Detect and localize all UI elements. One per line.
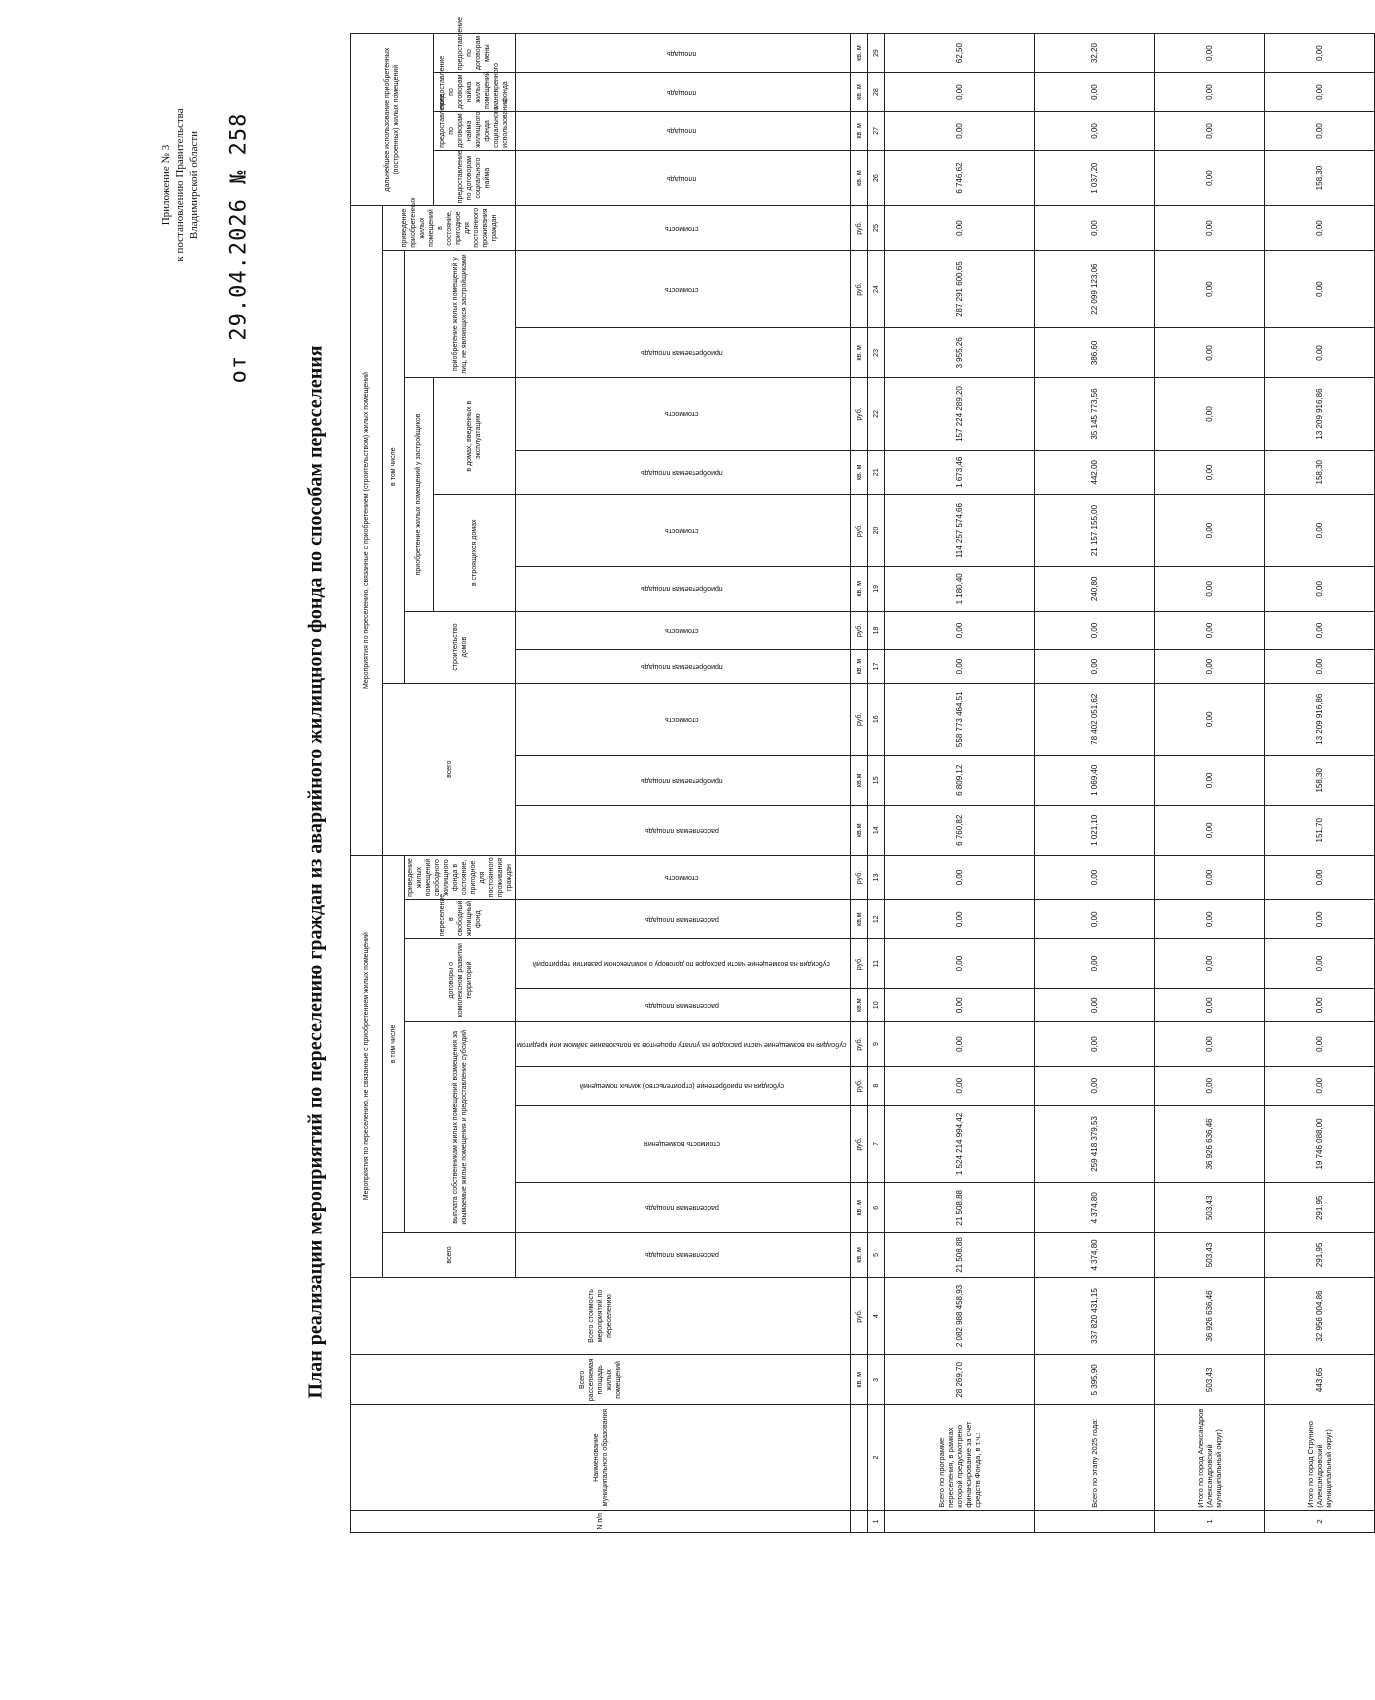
- value-cell: 0,00: [1035, 855, 1155, 900]
- header-group-acquisition: Мероприятия по переселению, связанные с приобретением (строительством) жилых помещений: [351, 206, 383, 855]
- value-cell: 36 926 636,46: [1155, 1277, 1265, 1355]
- unit-cell: руб.: [851, 378, 868, 450]
- value-cell: 0,00: [1155, 378, 1265, 450]
- value-cell: 558 773 464,51: [885, 683, 1035, 755]
- value-cell: 4 374,80: [1035, 1233, 1155, 1277]
- row-number-cell: 2: [1265, 1510, 1375, 1532]
- unit-cell: руб.: [851, 494, 868, 566]
- column-number-cell: 7: [868, 1105, 885, 1183]
- value-cell: 21 508,88: [885, 1183, 1035, 1233]
- value-cell: 0,00: [1035, 112, 1155, 151]
- column-number-cell: 29: [868, 34, 885, 73]
- header-vsego: всего: [383, 1233, 516, 1277]
- value-cell: 0,00: [1035, 989, 1155, 1022]
- value-cell: 287 291 600,65: [885, 250, 1035, 328]
- unit-cell: кв. м: [851, 650, 868, 683]
- value-cell: 0,00: [1155, 855, 1265, 900]
- unit-cell: руб.: [851, 1105, 868, 1183]
- unit-cell: кв. м: [851, 1355, 868, 1405]
- table-container: [350, 17, 1334, 1533]
- column-number-cell: 20: [868, 494, 885, 566]
- value-cell: 0,00: [885, 73, 1035, 112]
- value-cell: 0,00: [1155, 450, 1265, 494]
- leaf-header: стоимость: [516, 855, 851, 900]
- row-number-cell: [1035, 1510, 1155, 1532]
- column-number-cell: 13: [868, 855, 885, 900]
- value-cell: 0,00: [1265, 494, 1375, 566]
- column-number-cell: 5: [868, 1233, 885, 1277]
- value-cell: 32,20: [1035, 34, 1155, 73]
- unit-cell: кв. м: [851, 1233, 868, 1277]
- value-cell: 386,60: [1035, 328, 1155, 378]
- unit-cell: кв. м: [851, 73, 868, 112]
- value-cell: 0,00: [1155, 755, 1265, 805]
- column-number-cell: 21: [868, 450, 885, 494]
- column-number-cell: 4: [868, 1277, 885, 1355]
- value-cell: 0,00: [1155, 112, 1265, 151]
- column-number-cell: 1: [868, 1510, 885, 1532]
- unit-cell: кв.м: [851, 900, 868, 939]
- unit-cell: руб.: [851, 1277, 868, 1355]
- value-cell: 0,00: [1155, 650, 1265, 683]
- unit-cell: кв.м: [851, 989, 868, 1022]
- table-row: [1265, 34, 1375, 1533]
- value-cell: 28 269,70: [885, 1355, 1035, 1405]
- rotated-table: [350, 17, 1334, 1533]
- decree-stamp: от 29.04.2026 № 258: [226, 112, 252, 384]
- column-number-cell: 12: [868, 900, 885, 939]
- header-total-area: Всего расселяемая площадь жилых помещений: [351, 1355, 851, 1405]
- column-numbers-row: [868, 34, 885, 1533]
- value-cell: 259 418 379,53: [1035, 1105, 1155, 1183]
- value-cell: 158,30: [1265, 755, 1375, 805]
- value-cell: 503,43: [1155, 1233, 1265, 1277]
- units-row: [851, 34, 868, 1533]
- value-cell: 6 809,12: [885, 755, 1035, 805]
- value-cell: 78 402 051,62: [1035, 683, 1155, 755]
- value-cell: 0,00: [885, 650, 1035, 683]
- unit-cell: кв. м: [851, 328, 868, 378]
- header-in-commissioned: в домах, введенных в эксплуатацию: [433, 378, 515, 495]
- value-cell: 0,00: [1265, 611, 1375, 650]
- header-vtomchisle: в том числе: [383, 855, 405, 1233]
- unit-cell: кв. м: [851, 567, 868, 611]
- value-cell: 240,80: [1035, 567, 1155, 611]
- value-cell: 0,00: [1155, 805, 1265, 855]
- value-cell: 6 760,82: [885, 805, 1035, 855]
- document-title: План реализации мероприятий по переселению граждан из аварийного жилищного фонда по способам переселения: [304, 345, 327, 1399]
- leaf-header: приобретаемая площадь: [516, 567, 851, 611]
- header-vsego-acq: всего: [383, 683, 516, 855]
- leaf-header: расселяемая площадь: [516, 1233, 851, 1277]
- attachment-line: к постановлению Правительства: [174, 108, 186, 262]
- value-cell: 0,00: [1155, 150, 1265, 206]
- header-mena: предоставление по договорам мены: [433, 34, 515, 73]
- column-number-cell: 16: [868, 683, 885, 755]
- unit-cell: [851, 1510, 868, 1532]
- value-cell: 0,00: [885, 1066, 1035, 1105]
- value-cell: 0,00: [1035, 73, 1155, 112]
- value-cell: 0,00: [885, 1022, 1035, 1066]
- value-cell: 0,00: [1155, 206, 1265, 250]
- value-cell: 4 374,80: [1035, 1183, 1155, 1233]
- header-maneuver: предоставление по договорам найма жилых помещений маневренного фонда: [433, 73, 515, 112]
- header-bring-state: приведение жилых помещений свободного жилищного фонда в состояние, пригодное для постоянного проживания граждан: [405, 855, 516, 900]
- column-number-cell: 23: [868, 328, 885, 378]
- value-cell: 22 099 123,06: [1035, 250, 1155, 328]
- value-cell: 62,50: [885, 34, 1035, 73]
- value-cell: 0,00: [1155, 250, 1265, 328]
- header-npp: N п/п: [351, 1510, 851, 1532]
- column-number-cell: 18: [868, 611, 885, 650]
- value-cell: 503,43: [1155, 1183, 1265, 1233]
- value-cell: 3 955,26: [885, 328, 1035, 378]
- unit-cell: кв. м: [851, 450, 868, 494]
- attachment-line: Владимирской области: [188, 130, 200, 240]
- value-cell: 158,30: [1265, 150, 1375, 206]
- leaf-header: площадь: [516, 34, 851, 73]
- unit-cell: руб.: [851, 683, 868, 755]
- value-cell: 35 145 773,56: [1035, 378, 1155, 450]
- header-total-cost: Всего стоимость мероприятий по переселению: [351, 1277, 851, 1355]
- value-cell: 158,30: [1265, 450, 1375, 494]
- value-cell: 13 209 916,86: [1265, 378, 1375, 450]
- leaf-header: субсидия на возмещение части расходов на уплату процентов за пользование займом или кредитом: [516, 1022, 851, 1066]
- value-cell: 21 157 155,00: [1035, 494, 1155, 566]
- column-number-cell: 15: [868, 755, 885, 805]
- value-cell: 0,00: [1155, 34, 1265, 73]
- column-number-cell: 3: [868, 1355, 885, 1405]
- header-bringing-living: приведение приобретенных жилых помещений в состояние, пригодное для постоянного проживания граждан: [383, 206, 516, 250]
- header-municipality: Наименование муниципального образования: [351, 1405, 851, 1510]
- value-cell: 32 956 004,86: [1265, 1277, 1375, 1355]
- column-number-cell: 14: [868, 805, 885, 855]
- value-cell: 0,00: [1035, 939, 1155, 989]
- column-number-cell: 26: [868, 150, 885, 206]
- value-cell: 1 069,40: [1035, 755, 1155, 805]
- header-vtomchisle-acq: в том числе: [383, 250, 405, 683]
- leaf-header: площадь: [516, 73, 851, 112]
- leaf-header: расселяемая площадь: [516, 805, 851, 855]
- value-cell: 0,00: [1265, 1066, 1375, 1105]
- value-cell: 0,00: [1155, 567, 1265, 611]
- header-kompl: договоры о комплексном развитии территорий: [405, 939, 516, 1022]
- leaf-header: стоимость: [516, 250, 851, 328]
- column-number-cell: 8: [868, 1066, 885, 1105]
- value-cell: 0,00: [1155, 328, 1265, 378]
- value-cell: 0,00: [885, 989, 1035, 1022]
- value-cell: 0,00: [1265, 34, 1375, 73]
- value-cell: 291,95: [1265, 1233, 1375, 1277]
- header-acquire-nonbuilders: приобретение жилых помещений у лиц, не являющихся застройщиками: [405, 250, 516, 378]
- unit-cell: кв.м: [851, 755, 868, 805]
- column-number-cell: 9: [868, 1022, 885, 1066]
- value-cell: 0,00: [1155, 1022, 1265, 1066]
- leaf-header: расселяемая площадь: [516, 989, 851, 1022]
- value-cell: 0,00: [1265, 206, 1375, 250]
- value-cell: 0,00: [1155, 900, 1265, 939]
- value-cell: 1 037,20: [1035, 150, 1155, 206]
- value-cell: 443,65: [1265, 1355, 1375, 1405]
- value-cell: 0,00: [1265, 989, 1375, 1022]
- value-cell: 0,00: [1035, 900, 1155, 939]
- header-resettle-free: переселение в свободный жилищный фонд: [405, 900, 516, 939]
- value-cell: 0,00: [1035, 650, 1155, 683]
- value-cell: 0,00: [1265, 73, 1375, 112]
- value-cell: 0,00: [1035, 206, 1155, 250]
- value-cell: 19 746 088,00: [1265, 1105, 1375, 1183]
- table-row: [885, 34, 1035, 1533]
- value-cell: 0,00: [1035, 1066, 1155, 1105]
- resettlement-plan-table: [350, 17, 1375, 1533]
- unit-cell: [851, 1405, 868, 1510]
- leaf-header: площадь: [516, 150, 851, 206]
- column-number-cell: 2: [868, 1405, 885, 1510]
- value-cell: 157 224 289,20: [885, 378, 1035, 450]
- header-payout: выплата собственникам жилых помещений возмещения за изымаемые жилые помещения и предоставление субсидий: [405, 1022, 516, 1233]
- value-cell: 0,00: [885, 855, 1035, 900]
- value-cell: 0,00: [1035, 1022, 1155, 1066]
- value-cell: 0,00: [1265, 855, 1375, 900]
- column-number-cell: 28: [868, 73, 885, 112]
- table-body: [885, 34, 1375, 1533]
- leaf-header: расселяемая площадь: [516, 900, 851, 939]
- unit-cell: руб.: [851, 250, 868, 328]
- header-social: предоставление по договорам социального найма: [433, 150, 515, 206]
- value-cell: 0,00: [1265, 939, 1375, 989]
- value-cell: 2 082 988 458,93: [885, 1277, 1035, 1355]
- unit-cell: руб.: [851, 939, 868, 989]
- header-special-fund: предоставление по договорам найма жилищного фонда социального использования: [433, 112, 515, 151]
- value-cell: 0,00: [1155, 989, 1265, 1022]
- unit-cell: кв. м: [851, 34, 868, 73]
- leaf-header: приобретаемая площадь: [516, 755, 851, 805]
- value-cell: 0,00: [885, 112, 1035, 151]
- table-row: [1035, 34, 1155, 1533]
- column-number-cell: 10: [868, 989, 885, 1022]
- attachment-line: Приложение № 3: [160, 144, 172, 226]
- leaf-header: стоимость: [516, 378, 851, 450]
- header-build: строительство домов: [405, 611, 516, 683]
- header-group-not-acquisition: Мероприятия по переселению, не связанные с приобретением жилых помещений: [351, 855, 383, 1277]
- value-cell: 0,00: [885, 611, 1035, 650]
- value-cell: 0,00: [1155, 73, 1265, 112]
- value-cell: 1 673,46: [885, 450, 1035, 494]
- column-number-cell: 25: [868, 206, 885, 250]
- value-cell: 0,00: [1155, 683, 1265, 755]
- value-cell: 13 209 916,86: [1265, 683, 1375, 755]
- municipality-name-cell: Итого по город Александров (Александровский муниципальный округ): [1155, 1405, 1265, 1510]
- unit-cell: кв. м: [851, 150, 868, 206]
- table-row: [1155, 34, 1265, 1533]
- value-cell: 291,95: [1265, 1183, 1375, 1233]
- value-cell: 0,00: [1265, 112, 1375, 151]
- value-cell: 5 395,90: [1035, 1355, 1155, 1405]
- column-number-cell: 6: [868, 1183, 885, 1233]
- leaf-header: приобретаемая площадь: [516, 328, 851, 378]
- value-cell: 337 820 431,15: [1035, 1277, 1155, 1355]
- value-cell: 0,00: [1265, 1022, 1375, 1066]
- leaf-header: стоимость: [516, 683, 851, 755]
- leaf-header: стоимость: [516, 206, 851, 250]
- value-cell: 0,00: [1155, 494, 1265, 566]
- header-in-building: в строящихся домах: [433, 494, 515, 611]
- unit-cell: кв.м: [851, 805, 868, 855]
- leaf-header: субсидия на возмещение части расходов по договору о комплексном развитии территорий: [516, 939, 851, 989]
- header-further-use: дальнейшее использование приобретенных (построенных) жилых помещений: [351, 34, 434, 206]
- leaf-header: площадь: [516, 112, 851, 151]
- leaf-header: приобретаемая площадь: [516, 650, 851, 683]
- unit-cell: руб.: [851, 1022, 868, 1066]
- value-cell: 0,00: [1155, 1066, 1265, 1105]
- column-number-cell: 19: [868, 567, 885, 611]
- value-cell: 0,00: [885, 939, 1035, 989]
- unit-cell: руб.: [851, 1066, 868, 1105]
- unit-cell: руб.: [851, 206, 868, 250]
- value-cell: 114 257 574,66: [885, 494, 1035, 566]
- leaf-header: субсидия на приобретение (строительство) жилых помещений: [516, 1066, 851, 1105]
- value-cell: 503,43: [1155, 1355, 1265, 1405]
- row-number-cell: 1: [1155, 1510, 1265, 1532]
- municipality-name-cell: Итого по город Струнино (Александровский муниципальный округ): [1265, 1405, 1375, 1510]
- column-number-cell: 22: [868, 378, 885, 450]
- unit-cell: кв. м: [851, 112, 868, 151]
- column-number-cell: 27: [868, 112, 885, 151]
- column-number-cell: 11: [868, 939, 885, 989]
- value-cell: 0,00: [1155, 939, 1265, 989]
- value-cell: 0,00: [1265, 567, 1375, 611]
- leaf-header: стоимость возмещения: [516, 1105, 851, 1183]
- value-cell: 36 926 636,46: [1155, 1105, 1265, 1183]
- leaf-header: приобретаемая площадь: [516, 450, 851, 494]
- value-cell: 151,70: [1265, 805, 1375, 855]
- value-cell: 0,00: [1265, 650, 1375, 683]
- value-cell: 6 746,62: [885, 150, 1035, 206]
- municipality-name-cell: Всего по этапу 2025 года:: [1035, 1405, 1155, 1510]
- value-cell: 0,00: [1265, 250, 1375, 328]
- attachment-header: [159, 108, 201, 261]
- leaf-header: стоимость: [516, 494, 851, 566]
- value-cell: 0,00: [1035, 611, 1155, 650]
- header-acquire-builders: приобретение жилых помещений у застройщиков: [405, 378, 434, 611]
- value-cell: 1 524 214 994,42: [885, 1105, 1035, 1183]
- value-cell: 442,00: [1035, 450, 1155, 494]
- leaf-header: стоимость: [516, 611, 851, 650]
- unit-cell: руб.: [851, 611, 868, 650]
- column-number-cell: 24: [868, 250, 885, 328]
- value-cell: 1 180,40: [885, 567, 1035, 611]
- leaf-header: расселяемая площадь: [516, 1183, 851, 1233]
- value-cell: 0,00: [1265, 328, 1375, 378]
- unit-cell: кв. м: [851, 1183, 868, 1233]
- column-number-cell: 17: [868, 650, 885, 683]
- value-cell: 0,00: [885, 900, 1035, 939]
- value-cell: 21 508,88: [885, 1233, 1035, 1277]
- value-cell: 0,00: [1155, 611, 1265, 650]
- municipality-name-cell: Всего по программе переселения, в рамках которой предусмотрено финансирование за счет средств Фонда, в т.ч.:: [885, 1405, 1035, 1510]
- value-cell: 0,00: [1265, 900, 1375, 939]
- row-number-cell: [885, 1510, 1035, 1532]
- unit-cell: руб.: [851, 855, 868, 900]
- value-cell: 1 021,10: [1035, 805, 1155, 855]
- value-cell: 0,00: [885, 206, 1035, 250]
